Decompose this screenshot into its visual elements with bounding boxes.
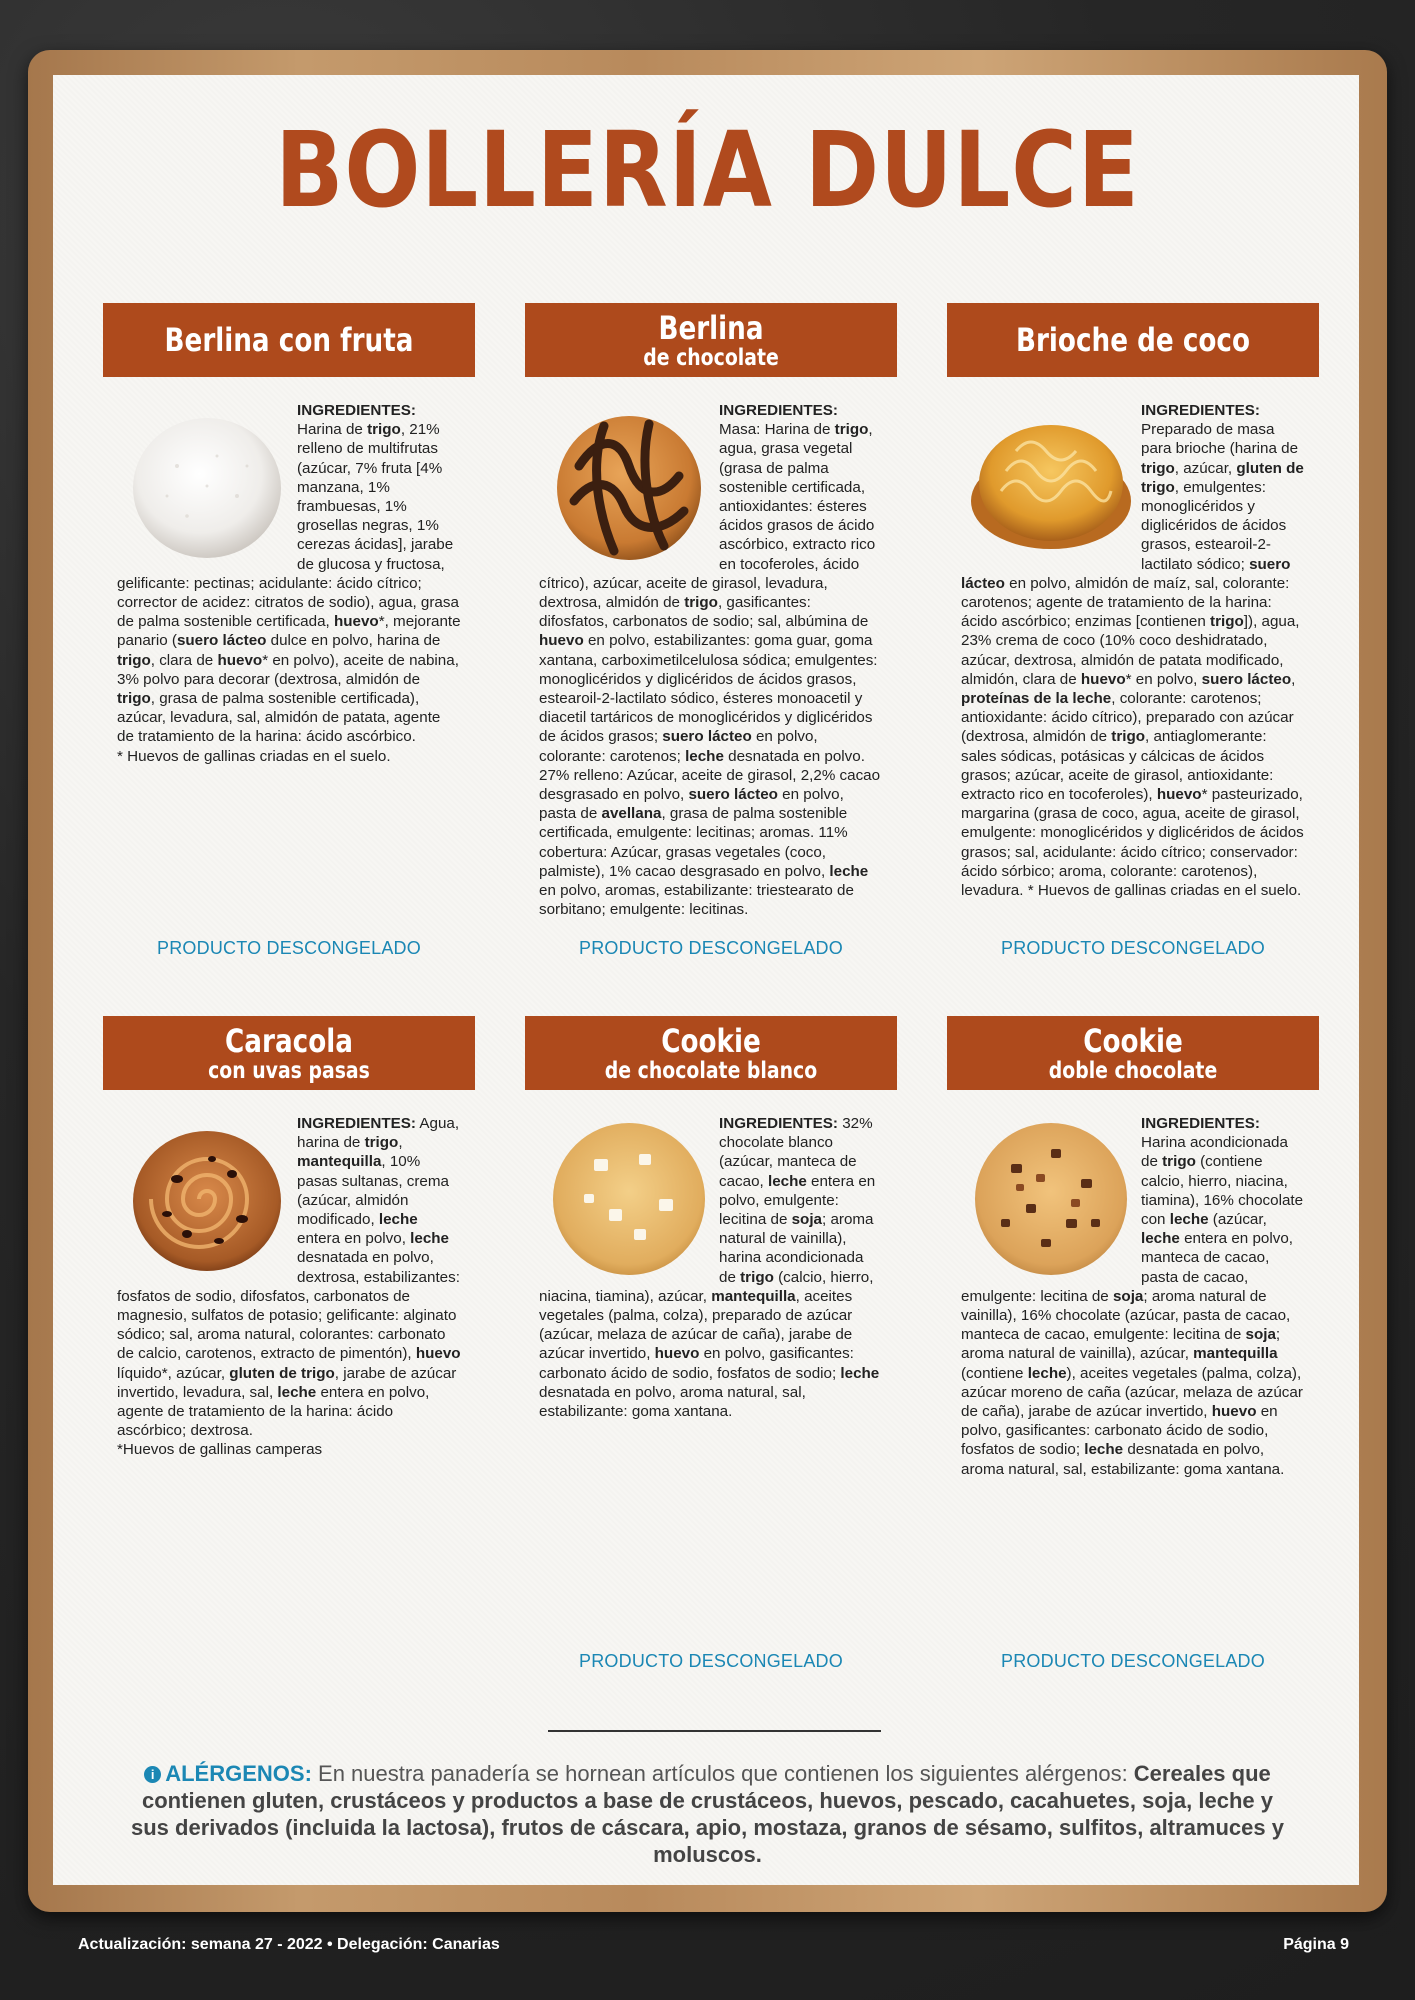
allergen-term: soja — [791, 1211, 822, 1229]
footnote: *Huevos de gallinas camperas — [117, 1441, 323, 1459]
allergen-term: leche — [410, 1230, 449, 1248]
raisin-swirl-icon — [117, 1114, 297, 1284]
ingredients-label: INGREDIENTES: — [297, 1115, 416, 1132]
ingredients-label: INGREDIENTES: — [297, 402, 416, 419]
ingredient-text: entera en polvo, — [297, 1230, 411, 1248]
ingredient-text: en polvo, colorante: carotenos; — [539, 728, 818, 765]
ingredient-text: ), aceites vegetales (palma, colza), azúcar moreno de caña (azúcar, melaza de azúcar de caña), jarabe de azúcar invertido, — [961, 1364, 1303, 1421]
ingredient-text: (azúcar, — [1208, 1211, 1267, 1229]
product-body — [103, 401, 475, 766]
info-icon: i — [144, 1766, 161, 1783]
ingredient-text: en polvo, almidón de maíz, sal, colorante: carotenos; agente de tratamiento de la harina: ácido ascórbico; enzimas [contienen — [961, 574, 1290, 631]
ingredient-text: , azúcar, — [1174, 459, 1237, 477]
frozen-label: PRODUCTO DESCONGELADO — [157, 938, 421, 958]
allergen-term: leche — [277, 1383, 317, 1401]
ingredient-text: Harina de — [297, 421, 368, 439]
allergens-notice — [130, 1760, 1285, 1868]
allergens-list: Cereales que contienen gluten, crustáceos y productos a base de crustáceos, huevos, pescado, cacahuetes, soja, leche y sus derivados (incluida la lactosa), frutos de cáscara, apio, mostaza, granos de sésamo, sulfitos, altramuces y moluscos. — [131, 1761, 1284, 1867]
allergen-term: leche — [378, 1211, 418, 1229]
ingredient-text: , colorante: carotenos; antioxidante: ácido cítrico), preparado con azúcar (dextrosa, almidón de — [961, 690, 1294, 746]
page-title: BOLLERÍA DULCE — [275, 109, 1140, 231]
product-banner — [525, 1016, 897, 1090]
ingredient-text: en polvo, gasificantes: carbonato ácido de sodio, fosfatos de sodio; — [961, 1403, 1278, 1459]
ingredient-text: ; aroma natural de vainilla), harina acondicionada de — [719, 1211, 874, 1286]
ingredient-text: , agua, grasa vegetal (grasa de palma sostenible certificada, antioxidantes: ésteres ácidos grasos de ácido ascórbico, extracto rico en tocoferoles, ácido cítrico), azúcar, aceite de girasol, levadura, dextrosa, almidón de — [539, 421, 876, 612]
allergen-term: suero lácteo — [662, 728, 752, 746]
allergen-term: trigo — [1162, 1153, 1196, 1171]
ingredient-text: Agua, harina de — [297, 1115, 460, 1152]
page-number: Página 9 — [1283, 1936, 1349, 1953]
allergen-term: mantequilla — [1193, 1345, 1278, 1363]
ingredient-text: (contiene calcio, hierro, niacina, tiamina), 16% chocolate con — [1141, 1153, 1304, 1229]
allergen-term: avellana — [601, 805, 662, 823]
ingredient-text: ]), agua, 23% crema de coco (10% coco deshidratado, azúcar, dextrosa, almidón de patata modificado, almidón, clara de — [961, 613, 1300, 688]
frozen-label: PRODUCTO DESCONGELADO — [579, 1651, 843, 1671]
ingredient-text: en polvo, gasificantes: carbonato ácido de sodio, fosfatos de sodio; — [539, 1345, 854, 1382]
product-body — [525, 401, 897, 919]
ingredient-text: ; aroma natural de vainilla), azúcar, — [961, 1326, 1281, 1363]
allergen-term: gluten de trigo — [229, 1364, 335, 1382]
allergen-term: leche — [1169, 1211, 1209, 1229]
ingredient-text: , grasa de palma sostenible certificada, emulgente: lecitinas; aromas. 11% cobertura: Azúcar, grasas vegetales (coco, palmiste), 1% cacao desgrasado en polvo, — [539, 805, 848, 880]
allergen-term: trigo — [740, 1268, 774, 1286]
product-card — [103, 303, 475, 766]
product-body — [103, 1114, 475, 1460]
product-body — [525, 1114, 897, 1421]
allergen-term: leche — [840, 1364, 880, 1382]
ingredient-text: entera en polvo, manteca de cacao, pasta de cacao, emulgente: lecitina de — [961, 1230, 1293, 1305]
product-card — [525, 303, 897, 919]
allergen-term: leche — [1027, 1364, 1067, 1382]
allergen-term: trigo — [117, 690, 151, 708]
powdered-donut-icon — [117, 401, 297, 571]
product-name: Brioche de coco — [1015, 321, 1251, 359]
allergen-term: suero lácteo — [961, 555, 1291, 592]
ingredient-text: en polvo, aromas, estabilizante: triestearato de sorbitano; emulgente: lecitinas. — [539, 882, 854, 919]
frozen-label: PRODUCTO DESCONGELADO — [579, 938, 843, 958]
allergens-label: ALÉRGENOS: — [165, 1761, 312, 1786]
product-name: Caracola — [225, 1022, 353, 1060]
ingredient-text: * en polvo), aceite de nabina, 3% polvo para decorar (dextrosa, almidón de — [117, 651, 459, 688]
allergen-term: suero lácteo — [1201, 670, 1292, 688]
ingredient-text: * pasteurizado, margarina (grasa de coco, agua, aceite de girasol, emulgente: monoglicéridos y diglicéridos de ácidos grasos; sal, acidulante: ácido cítrico; conservador: ácido sórbico; aroma, colorante: carotenos), levadura. * Huevos de gallinas criadas en el suelo. — [961, 786, 1304, 900]
ingredients-label: INGREDIENTES: — [1141, 402, 1260, 419]
allergen-term: leche — [767, 1172, 807, 1190]
allergen-term: huevo — [415, 1345, 461, 1363]
allergen-term: huevo — [1156, 786, 1202, 804]
allergen-term: huevo — [539, 632, 584, 650]
chocolate-donut-icon — [539, 401, 719, 571]
product-subtitle: doble chocolate — [1048, 1058, 1218, 1084]
allergen-term: leche — [1084, 1441, 1124, 1459]
product-body — [947, 401, 1319, 900]
allergen-term: mantequilla — [297, 1153, 382, 1171]
allergen-term: soja — [1245, 1326, 1276, 1344]
allergen-term: leche — [685, 747, 724, 765]
allergen-term: trigo — [367, 421, 401, 439]
allergen-term: gluten de trigo — [1141, 459, 1304, 496]
allergen-term: trigo — [117, 651, 151, 669]
allergen-term: huevo — [1080, 670, 1126, 688]
product-subtitle: de chocolate — [643, 345, 779, 371]
product-subtitle: de chocolate blanco — [604, 1058, 818, 1084]
ingredient-text: , — [398, 1134, 403, 1152]
ingredient-text: en polvo, estabilizantes: goma guar, goma xantana, carboximetilcelulosa sódica; emulgentes: monoglicéridos y diglicéridos de ácidos grasos, estearoil-2-lactilato sódico, ésteres monoacetil y diacetil tartáricos de monoglicéridos y diglicéridos de ácidos grasos; — [539, 632, 878, 746]
product-card — [525, 1016, 897, 1421]
footer-update: Actualización: semana 27 - 2022 • Delegación: Canarias — [78, 1936, 500, 1953]
ingredient-text: entera en polvo, agente de tratamiento de la harina: ácido ascórbico; dextrosa. — [117, 1383, 430, 1440]
allergen-term: trigo — [1141, 459, 1175, 477]
allergen-term: leche — [829, 862, 869, 880]
frozen-label: PRODUCTO DESCONGELADO — [1001, 1651, 1265, 1671]
ingredient-text: desnatada en polvo, aroma natural, sal, estabilizante: goma xantana. — [961, 1441, 1285, 1478]
product-banner — [947, 303, 1319, 377]
allergen-term: leche — [1141, 1230, 1180, 1248]
product-banner — [103, 1016, 475, 1090]
ingredient-text: Harina acondicionada de — [1141, 1134, 1288, 1171]
allergen-term: soja — [1112, 1287, 1144, 1305]
ingredient-text: en polvo, pasta de — [539, 786, 844, 823]
ingredients-label: INGREDIENTES: — [1141, 1115, 1260, 1132]
allergen-term: huevo — [217, 651, 263, 669]
ingredient-text: desnatada en polvo, dextrosa, estabilizantes: fosfatos de sodio, difosfatos, carbonatos de magnesio, sulfatos de potasio; gelificante: alginato sódico; sal, aroma natural, colorantes: carbonato de calcio, carotenos, extracto de pimentón), — [117, 1249, 460, 1363]
allergen-term: suero lácteo — [176, 632, 267, 650]
ingredient-text: Preparado de masa para brioche (harina de — [1141, 421, 1299, 458]
ingredient-text: Masa: Harina de — [719, 421, 835, 439]
ingredient-text: , 21% relleno de multifrutas (azúcar, 7% fruta [4% manzana, 1% frambuesas, 1% grosellas negras, 1% cerezas ácidas], jarabe de glucosa y fructosa, gelificante: pectinas; acidulante: ácido cítrico; corrector de acidez: citratos de sodio), agua, grasa de palma sostenible certificada, — [117, 421, 459, 631]
allergen-term: mantequilla — [711, 1287, 796, 1305]
coconut-brioche-icon — [961, 401, 1141, 571]
ingredient-text: 32% chocolate blanco (azúcar, manteca de cacao, — [719, 1115, 873, 1190]
ingredient-text: , — [1291, 670, 1296, 688]
ingredient-text: entera en polvo, emulgente: lecitina de — [719, 1172, 876, 1229]
footnote: * Huevos de gallinas criadas en el suelo. — [117, 747, 391, 765]
product-card — [947, 303, 1319, 900]
product-body — [947, 1114, 1319, 1479]
product-name: Cookie — [1083, 1022, 1183, 1060]
ingredient-text: , jarabe de azúcar invertido, levadura, sal, — [117, 1364, 457, 1401]
allergen-term: huevo — [333, 613, 379, 631]
ingredients-label: INGREDIENTES: — [719, 402, 838, 419]
ingredient-text: líquido*, azúcar, — [117, 1364, 230, 1382]
white-chocolate-cookie-icon — [539, 1114, 719, 1284]
allergens-intro: En nuestra panadería se hornean artículos que contienen los siguientes alérgenos: — [311, 1761, 1134, 1786]
allergen-term: trigo — [1210, 613, 1244, 631]
ingredients-label: INGREDIENTES: — [719, 1115, 838, 1132]
allergen-term: huevo — [1211, 1403, 1257, 1421]
ingredient-text: , 10% pasas sultanas, crema (azúcar, almidón modificado, — [297, 1153, 449, 1229]
allergen-term: huevo — [654, 1345, 700, 1363]
ingredient-text: ; aroma natural de vainilla), 16% chocolate (azúcar, pasta de cacao, manteca de cacao, emulgente: lecitina de — [961, 1287, 1291, 1344]
allergen-term: trigo — [1111, 728, 1146, 746]
ingredient-text: , emulgentes: monoglicéridos y diglicéridos de ácidos grasos, estearoil-2-lactilato sódico; — [1141, 478, 1287, 573]
product-name: Berlina — [658, 309, 764, 347]
ingredient-text: (contiene — [961, 1364, 1028, 1382]
ingredient-text: desnatada en polvo, aroma natural, sal, estabilizante: goma xantana. — [539, 1383, 806, 1421]
allergen-term: proteínas de la leche — [961, 690, 1112, 708]
ingredient-text: *, mejorante panario ( — [117, 613, 461, 650]
ingredient-text: (calcio, hierro, niacina, tiamina), azúcar, — [539, 1268, 874, 1305]
allergen-term: trigo — [684, 594, 718, 612]
product-card — [103, 1016, 475, 1460]
frozen-label: PRODUCTO DESCONGELADO — [1001, 938, 1265, 958]
allergen-term: trigo — [834, 421, 869, 439]
product-subtitle: con uvas pasas — [208, 1058, 370, 1084]
ingredient-text: desnatada en polvo. 27% relleno: Azúcar, aceite de girasol, 2,2% cacao desgrasado en polvo, — [539, 747, 881, 804]
ingredient-text: , grasa de palma sostenible certificada), azúcar, levadura, sal, almidón de patata, agente de tratamiento de la harina: ácido ascórbico. — [117, 690, 441, 746]
product-name: Cookie — [661, 1022, 761, 1060]
ingredient-text: , clara de — [150, 651, 218, 669]
ingredient-text: dulce en polvo, harina de — [266, 632, 441, 650]
product-card — [947, 1016, 1319, 1479]
product-banner — [103, 303, 475, 377]
ingredient-text: , antiaglomerante: sales sódicas, potásicas y cálcicas de ácidos grasos; azúcar, aceite de girasol, antioxidante: extracto rico en tocoferoles), — [961, 728, 1274, 804]
double-chocolate-cookie-icon — [961, 1114, 1141, 1284]
divider-line — [548, 1730, 881, 1732]
product-banner — [525, 303, 897, 377]
ingredient-text: , aceites vegetales (palma, colza), preparado de azúcar (azúcar, melaza de azúcar de caña), jarabe de azúcar invertido, — [539, 1287, 853, 1363]
allergen-term: suero lácteo — [688, 786, 778, 804]
ingredient-text: , gasificantes: difosfatos, carbonatos de sodio; sal, albúmina de — [539, 594, 869, 631]
ingredient-text: * en polvo, — [1125, 670, 1202, 688]
product-banner — [947, 1016, 1319, 1090]
allergen-term: trigo — [364, 1134, 399, 1152]
product-name: Berlina con fruta — [164, 321, 414, 359]
